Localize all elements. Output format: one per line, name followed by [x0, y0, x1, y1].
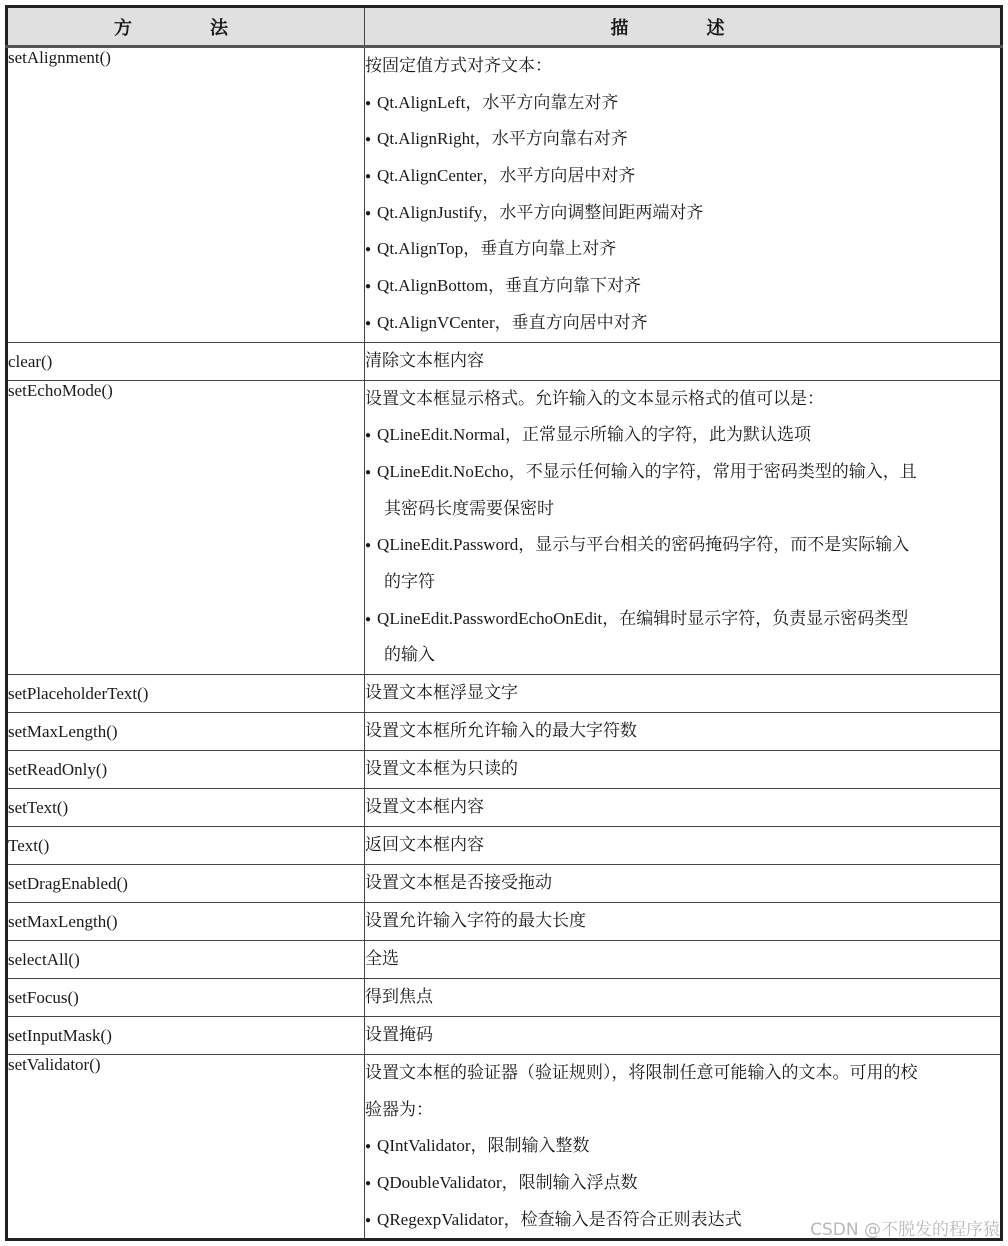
- description-cell: [365, 751, 1002, 789]
- method-cell: clear(): [7, 342, 365, 380]
- table-row: [7, 380, 1002, 675]
- method-cell: setPlaceholderText(): [7, 675, 365, 713]
- method-cell: setMaxLength(): [7, 903, 365, 941]
- description-line: 设置文本框所允许输入的最大字符数: [365, 721, 637, 740]
- watermark: CSDN @不脱发的程序猿: [810, 1220, 1000, 1240]
- description-line: 设置文本框是否接受拖动: [365, 873, 552, 892]
- bullet-item: ● QLineEdit.PasswordEchoOnEdit，在编辑时显示字符，负责显示密码类型: [365, 601, 1000, 638]
- description-cell: [365, 713, 1002, 751]
- description-cell: [365, 979, 1002, 1017]
- table-row: [7, 342, 1002, 380]
- bullet-item: ● QLineEdit.Password，显示与平台相关的密码掩码字符，而不是实际输入: [365, 527, 1000, 564]
- table-row: [7, 789, 1002, 827]
- bullet-item: ● Qt.AlignCenter，水平方向居中对齐: [365, 158, 1000, 195]
- bullet-item: ● Qt.AlignVCenter，垂直方向居中对齐: [365, 305, 1000, 342]
- bullet-item: ● QLineEdit.Normal，正常显示所输入的字符，此为默认选项: [365, 417, 1000, 454]
- description-cell: [365, 941, 1002, 979]
- description-line: 设置文本框显示格式。允许输入的文本显示格式的值可以是：: [365, 388, 824, 408]
- table-row: [7, 1017, 1002, 1055]
- bullet-item: ● Qt.AlignJustify，水平方向调整间距两端对齐: [365, 195, 1000, 232]
- description-cell: [365, 903, 1002, 941]
- method-cell: setEchoMode(): [7, 380, 365, 675]
- description-line: 设置文本框的验证器（验证规则），将限制任意可能输入的文本。可用的校: [365, 1063, 918, 1082]
- description-line: 设置掩码: [365, 1025, 433, 1044]
- table-row: [7, 47, 1002, 343]
- description-cell: [365, 1055, 1002, 1240]
- description-line: 的输入: [384, 645, 435, 665]
- bullet-item: ● Qt.AlignLeft，水平方向靠左对齐: [365, 85, 1000, 122]
- method-cell: setMaxLength(): [7, 713, 365, 751]
- bullet-item: ● QDoubleValidator，限制输入浮点数: [365, 1165, 1000, 1202]
- description-line: 按固定值方式对齐文本：: [365, 56, 552, 75]
- description-cell: [365, 827, 1002, 865]
- method-cell: setValidator(): [7, 1055, 365, 1240]
- header-method: 方 法: [7, 7, 365, 47]
- method-cell: setInputMask(): [7, 1017, 365, 1055]
- description-line: 得到焦点: [365, 987, 433, 1006]
- table-row: [7, 865, 1002, 903]
- table-row: [7, 941, 1002, 979]
- method-description-table: [5, 5, 1003, 1241]
- bullet-item: ● Qt.AlignRight，水平方向靠右对齐: [365, 121, 1000, 158]
- method-cell: setDragEnabled(): [7, 865, 365, 903]
- bullet-item: ● QRegexpValidator，检查输入是否符合正则表达式: [365, 1202, 1000, 1239]
- description-line: 设置文本框内容: [365, 797, 484, 816]
- header-row: [7, 7, 1002, 47]
- method-cell: Text(): [7, 827, 365, 865]
- table-body: [7, 47, 1002, 1240]
- description-line: 返回文本框内容: [365, 835, 484, 854]
- bullet-item: ● QIntValidator，限制输入整数: [365, 1128, 1000, 1165]
- description-line: 设置文本框浮显文字: [365, 683, 518, 702]
- description-line: 验器为：: [365, 1099, 433, 1119]
- description-cell: [365, 789, 1002, 827]
- table-row: [7, 713, 1002, 751]
- description-cell: [365, 1017, 1002, 1055]
- description-line: 设置文本框为只读的: [365, 759, 518, 778]
- method-cell: selectAll(): [7, 941, 365, 979]
- description-line: 全选: [365, 949, 399, 968]
- description-cell: [365, 675, 1002, 713]
- description-cell: [365, 47, 1002, 343]
- method-cell: setReadOnly(): [7, 751, 365, 789]
- table-row: [7, 827, 1002, 865]
- description-cell: [365, 380, 1002, 675]
- table-row: [7, 1055, 1002, 1240]
- method-cell: setFocus(): [7, 979, 365, 1017]
- method-cell: setAlignment(): [7, 47, 365, 343]
- bullet-item: ● QLineEdit.NoEcho，不显示任何输入的字符，常用于密码类型的输入，且: [365, 454, 1000, 491]
- description-line: 其密码长度需要保密时: [384, 498, 554, 518]
- description-line: 清除文本框内容: [365, 350, 484, 370]
- bullet-item: ● Qt.AlignTop，垂直方向靠上对齐: [365, 231, 1000, 268]
- table-row: [7, 675, 1002, 713]
- header-description: 描 述: [365, 7, 1002, 47]
- description-line: 的字符: [384, 571, 435, 591]
- table-row: [7, 903, 1002, 941]
- description-cell: [365, 865, 1002, 903]
- table-row: [7, 751, 1002, 789]
- description-line: 设置允许输入字符的最大长度: [365, 911, 586, 930]
- method-cell: setText(): [7, 789, 365, 827]
- bullet-item: ● Qt.AlignBottom，垂直方向靠下对齐: [365, 268, 1000, 305]
- table-row: [7, 979, 1002, 1017]
- description-cell: [365, 342, 1002, 380]
